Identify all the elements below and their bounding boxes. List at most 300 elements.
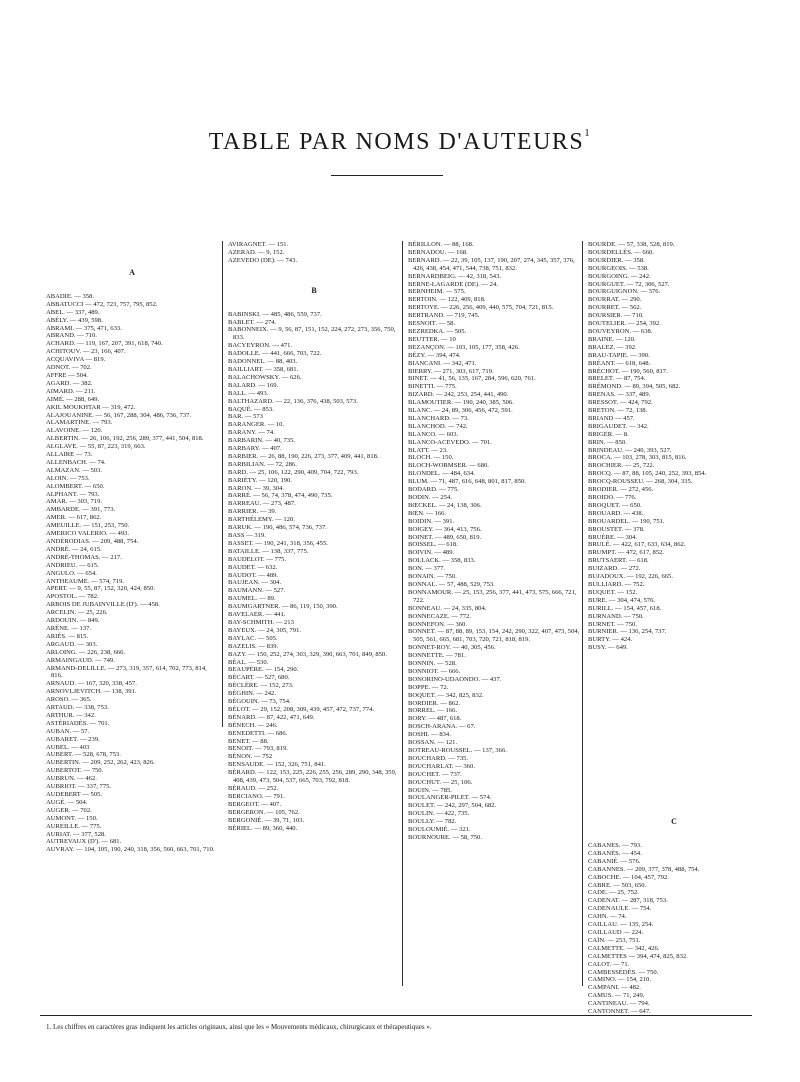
index-entry: AMBARDE. — 391, 773.: [46, 506, 116, 514]
index-entry: AKIL MOUKHTAR — 319, 472.: [46, 403, 136, 411]
index-entry: ARDOUIN. — 849.: [46, 617, 100, 625]
index-entry: BONAIN. — 750.: [408, 573, 457, 581]
index-entry: BUJADOUX. — 192, 226, 665.: [588, 573, 673, 581]
index-entry: BERGEOT. — 407.: [228, 800, 281, 808]
index-entry: CAILLAU. — 135, 254.: [588, 921, 654, 929]
column-divider: [582, 241, 583, 986]
index-entry: BOURRAT. — 290.: [588, 296, 642, 304]
index-entry: AUBRIOT. — 337, 775.: [46, 783, 112, 791]
index-entry: BÉAL. — 530.: [228, 658, 269, 666]
index-entry: CAMINO. — 154, 210.: [588, 976, 652, 984]
index-entry: ABRAMI. — 375, 471, 633.: [46, 324, 122, 332]
index-entry: ALLAIRE — 73.: [46, 451, 93, 459]
index-entry: CABRE. — 503, 650.: [588, 881, 647, 889]
index-entry: BÉGHIN. — 242.: [228, 690, 276, 698]
index-entry: BLANCO-ACEVEDO. — 701.: [408, 438, 492, 446]
index-entry: BARBARY. — 407.: [228, 445, 282, 453]
index-entry: ARÈNE. — 137.: [46, 624, 92, 632]
column-divider: [222, 241, 223, 727]
index-entry: BURTY. — 424.: [588, 636, 633, 644]
index-entry: BERNADOU. — 168.: [408, 248, 468, 256]
index-entry: BOULIN. — 422, 735.: [408, 810, 470, 818]
index-entry: CALMETTE. — 342, 426.: [588, 944, 660, 952]
index-entry: ARIÈS. — 815.: [46, 632, 89, 640]
index-entry: BRINDEAU. — 240, 393, 527.: [588, 446, 672, 454]
index-entry: BRAINE. — 120.: [588, 335, 636, 343]
index-entry: BABONNEIX. — 9, 56, 87, 151, 152, 224, 272, 273, 356, 750, 833.: [228, 326, 396, 342]
index-entry: BULLIARD. — 752.: [588, 580, 645, 588]
index-entry: BOINET. — 489, 650, 819.: [408, 533, 482, 541]
index-entry: BLANCHARD. — 73.: [408, 414, 469, 422]
index-entry: BRÉCHOT. — 190, 560, 817.: [588, 367, 668, 375]
index-entry: ACHARD. — 119, 167, 207, 391, 618, 740.: [46, 340, 163, 348]
index-entry: BÉNECH. — 246.: [228, 721, 278, 729]
index-entry: ANGULO. — 654.: [46, 569, 97, 577]
index-entry: ALAJOUANINE. — 56, 167, 288, 304, 486, 736, 737.: [46, 411, 192, 419]
index-entry: AUBERTIN. — 209, 252, 262, 423, 826.: [46, 759, 155, 767]
index-entry: BIANCANI. — 342, 471.: [408, 359, 477, 367]
index-entry: ALLENBACH. — 74.: [46, 458, 106, 466]
index-entry: BLONDEL. — 484, 634.: [408, 470, 476, 478]
spacer: [46, 277, 218, 293]
index-entry: AUBERT. — 528, 678, 753.: [46, 751, 121, 759]
index-entry: BRELET. — 87, 754.: [588, 375, 646, 383]
index-entry: BÉLOT. — 29, 152, 208, 309, 439, 457, 472, 737, 774.: [228, 705, 375, 713]
index-entry: BOUIN. — 785.: [408, 786, 452, 794]
index-entry: BROUARD. — 438.: [588, 509, 644, 517]
index-entry: AMAR. — 303, 719.: [46, 498, 103, 506]
index-entry: ARMAINGAUD. — 749.: [46, 656, 115, 664]
index-entry: BOISSEL. — 618.: [408, 541, 458, 549]
index-entry: BOULLY. — 782.: [408, 818, 457, 826]
index-entry: BÉRILLON. — 88, 168.: [408, 241, 474, 248]
index-entry: BAUDET. — 632.: [228, 563, 278, 571]
index-entry: AUMONT. — 150.: [46, 814, 98, 822]
index-entry: AGARD. — 382.: [46, 379, 93, 387]
index-entry: BONNECAZE. — 772.: [408, 612, 472, 620]
index-entry: BOSSAN. — 121.: [408, 739, 458, 747]
index-entry: AUBERTOT. — 750.: [46, 767, 104, 775]
index-entry: CABANES. — 793.: [588, 842, 642, 850]
page-title: [0, 129, 800, 156]
index-entry: BAUMEL. — 89.: [228, 595, 276, 603]
index-entry: BARIÉTY. — 120, 190.: [228, 476, 292, 484]
index-entry: AUREILLE. — 775.: [46, 822, 102, 830]
index-entry: ARTAUD. — 338, 753.: [46, 704, 109, 712]
index-entry: BARTHÉLEMY. — 120.: [228, 516, 295, 524]
index-entry: BŒN. — 166.: [408, 509, 447, 517]
index-entry: CADENAT. — 287, 318, 753.: [588, 897, 668, 905]
index-entry: BOURGUET. — 72, 306, 527.: [588, 280, 670, 288]
index-entry: CAÏN. — 253, 751.: [588, 936, 641, 944]
index-entry: BRIAND — 457.: [588, 414, 635, 422]
index-entry: BÉNON. — 752: [228, 753, 273, 761]
index-entry: BAR. — 573: [228, 413, 263, 421]
index-entry: BON. — 377.: [408, 565, 445, 573]
index-entry: BRIN. — 850.: [588, 438, 627, 446]
index-entry: CAILLAUD — 224.: [588, 929, 644, 936]
index-entry: BOURDELLÈS. — 660.: [588, 248, 654, 256]
index-entry: BOLLACK. — 358, 833.: [408, 557, 476, 565]
index-entry: BARREAU. — 273, 487.: [228, 500, 296, 508]
index-entry: BARD. — 25, 106, 122, 290, 409, 704, 722, 793.: [228, 468, 359, 476]
index-entry: BONNET-ROY. — 40, 305, 456.: [408, 644, 496, 652]
index-entry: AZEVEDO (DE). — 743.: [228, 256, 298, 264]
index-entry: BARRIER. — 39.: [228, 508, 277, 516]
index-entry: BURNAND. — 750.: [588, 612, 644, 620]
index-entry: CABOCHE. — 104, 457, 792.: [588, 873, 669, 881]
index-entry: ARCELIN. — 25, 226.: [46, 609, 108, 617]
index-entry: AZERAD. — 9, 152.: [228, 248, 285, 256]
section-letter: C: [671, 817, 677, 827]
index-entry: ABÉLY. — 439, 598.: [46, 316, 103, 324]
index-entry: BAZY. — 150, 252, 274, 303, 329, 390, 663, 701, 849, 850.: [228, 650, 387, 658]
index-entry: AUGER. — 702.: [46, 806, 92, 814]
index-entry: BARANY. — 74.: [228, 429, 275, 437]
index-entry: BÉCLÈRE. — 152, 273.: [228, 682, 294, 690]
index-entry: BLOCH. — 150.: [408, 454, 454, 462]
index-entry: ABRAND. — 710.: [46, 332, 97, 340]
spacer: [588, 652, 760, 818]
index-entry: AMERICO VALERIO. — 493.: [46, 530, 130, 538]
index-entry: BORDIER. — 862.: [408, 699, 461, 707]
index-entry: ALOIN. — 753.: [46, 474, 90, 482]
index-entry: BAUDELOT. — 775.: [228, 555, 287, 563]
index-entry: BOULET. — 242, 297, 504, 682.: [408, 802, 497, 810]
index-entry: BAYLAC. — 505.: [228, 634, 278, 642]
index-entry: ALPHANT. — 793.: [46, 490, 100, 498]
index-entry: BUSY. — 649.: [588, 644, 628, 652]
index-entry: BONNEAU. — 24, 335, 804.: [408, 604, 487, 612]
index-entry: BARUK. — 190, 486, 574, 736, 737.: [228, 524, 327, 532]
index-entry: BORY. — 487, 618.: [408, 715, 462, 723]
index-entry: BERGONIÉ. — 39, 71, 103.: [228, 816, 305, 824]
index-entry: BEAUPÈRE. — 154, 290.: [228, 666, 299, 674]
index-entry: BRESSOT. — 424, 792.: [588, 399, 653, 407]
index-entry: BRUÈRE. — 304.: [588, 533, 638, 541]
index-entry: BROCA. — 103, 278, 303, 815, 816.: [588, 454, 687, 462]
index-entry: BRÉMOND. — 89, 394, 505, 682.: [588, 383, 681, 391]
index-entry: ARNAUD. — 167, 320, 338, 457.: [46, 680, 137, 688]
index-entry: BRUMPT. — 472, 617, 852.: [588, 549, 665, 557]
index-entry: BRODIER. — 272, 456.: [588, 486, 654, 494]
index-entry: BATAILLE. — 138, 337, 775.: [228, 547, 309, 555]
index-entry: BADOLLE. — 441, 666, 703, 722.: [228, 350, 322, 358]
index-entry: BOQUET. — 342, 825, 832.: [408, 691, 484, 699]
index-entry: AMEUILLE. — 151, 253, 750.: [46, 522, 130, 530]
index-entry: BAY-SCHMITH. — 213: [228, 618, 294, 626]
index-entry: BALACHOWSKY. — 626.: [228, 373, 302, 381]
index-entry: BABLET. — 274.: [228, 318, 277, 326]
index-entry: BONNIOT. — 666.: [408, 667, 461, 675]
index-entry: BLATT. — 23.: [408, 446, 448, 454]
index-entry: BARBARIN. — 40, 735.: [228, 437, 296, 445]
footnote-rule: [40, 1015, 752, 1016]
index-entry: AUTREVAUX (D'). — 681.: [46, 838, 122, 846]
index-entry: AUDEBERT — 505.: [46, 791, 103, 798]
index-entry: BABINSKI. — 485, 486, 559, 737.: [228, 310, 322, 318]
index-entry: BARANGER. — 10.: [228, 421, 285, 429]
index-entry: ALBERTIN. — 26, 106, 192, 256, 289, 377, 441, 504, 818.: [46, 435, 204, 443]
index-entry: BIERRY. — 271, 303, 617, 719.: [408, 367, 494, 375]
index-column-2: [228, 241, 400, 832]
index-entry: BRUTSAERT. — 618.: [588, 557, 649, 565]
index-entry: BAQUÉ. — 853.: [228, 405, 274, 413]
index-entry: BOUTELIER. — 254, 392.: [588, 320, 661, 328]
index-entry: AURIAT. — 377, 528.: [46, 830, 106, 838]
index-entry: BONNETTE. — 781.: [408, 652, 466, 660]
index-entry: BERTOYE. — 226, 256, 409, 440, 575, 704, 721, 815.: [408, 304, 554, 312]
index-entry: BROIDO. — 776.: [588, 494, 637, 501]
index-entry: BODARD. — 775.: [408, 486, 459, 494]
index-entry: BERTRAND. — 719, 745.: [408, 312, 480, 320]
index-entry: CAMPANI. — 482.: [588, 984, 641, 992]
index-entry: CADENAULE. — 754.: [588, 905, 652, 913]
index-entry: BROCQ-ROUSSEU. — 268, 304, 335.: [588, 478, 693, 486]
index-entry: ADNOT. — 702.: [46, 364, 92, 372]
index-entry: BEZANÇON. — 103, 105, 177, 358, 426.: [408, 343, 520, 351]
index-entry: BOUCHARLAT. — 360.: [408, 762, 475, 770]
index-entry: BAUMGARTNER. — 86, 119, 150, 390.: [228, 603, 338, 611]
index-entry: BURNET. — 750.: [588, 620, 637, 628]
index-entry: BLANCO. — 603.: [408, 430, 459, 438]
index-entry: CADE. — 25, 752.: [588, 889, 639, 897]
index-entry: CANTINEAU. — 794.: [588, 1000, 650, 1008]
index-entry: BERNHEIM. — 575.: [408, 288, 466, 296]
index-entry: BERNARDBEIG. — 42, 318, 543.: [408, 272, 502, 280]
index-entry: BERTOIN. — 122, 409, 818.: [408, 296, 486, 304]
index-entry: BAUDOT. — 489.: [228, 571, 279, 579]
index-entry: BRULÉ. — 422, 617, 633, 634, 862.: [588, 541, 686, 549]
page-title-text: TABLE PAR NOMS D'AUTEURS: [208, 129, 585, 156]
index-entry: ACHITOUV. — 23, 166, 407.: [46, 348, 126, 356]
index-entry: BERCIANO. — 791.: [228, 792, 285, 800]
index-entry: BLANC. — 24, 89, 306, 456, 472, 591.: [408, 407, 513, 415]
index-entry: BARON. — 39, 304.: [228, 484, 285, 492]
index-entry: BURE. — 304, 474, 576.: [588, 596, 656, 604]
index-entry: AUBEL. — 403: [46, 743, 90, 751]
index-entry: BOULOUMIÉ. — 321.: [408, 826, 471, 834]
index-entry: BINET. — 41, 56, 135, 167, 284, 596, 620, 761.: [408, 375, 536, 383]
index-entry: BAVELAER. — 441.: [228, 611, 286, 619]
index-entry: ASTÉRIADÈS. — 701.: [46, 719, 110, 727]
index-entry: AMER. — 617, 862.: [46, 514, 102, 522]
index-entry: BROQUET. — 650.: [588, 501, 642, 509]
index-entry: BOSHI. — 834.: [408, 731, 451, 739]
index-entry: BARBILIAN. — 72, 286.: [228, 460, 297, 468]
index-entry: BARRÉ. — 56, 74, 378, 474, 490, 735.: [228, 492, 333, 500]
index-entry: BALARD. — 169.: [228, 381, 279, 389]
index-entry: BONNET. — 87, 88, 89, 153, 154, 242, 290, 322, 407, 473, 504, 505, 561, 665, 681, 703, 720, 721, 818, 819.: [408, 628, 580, 644]
index-entry: ANDRIEU. — 615.: [46, 561, 99, 569]
index-entry: BASSET. — 190, 241, 318, 356, 455.: [228, 539, 328, 547]
index-entry: BRENAS. — 337, 489.: [588, 391, 651, 399]
index-entry: ABEL. — 337, 489.: [46, 308, 100, 316]
index-entry: BERGERON. — 105, 762.: [228, 808, 300, 816]
index-entry: CABANÈS. — 454.: [588, 849, 642, 857]
index-entry: BOURDE. — 57, 338, 528, 819.: [588, 241, 675, 248]
index-entry: ARBOIS DE JUBAINVILLE (D'). — 458.: [46, 601, 160, 609]
index-entry: BONNAMOUR. — 25, 153, 256, 377, 441, 473, 575, 666, 721, 722.: [408, 588, 577, 604]
index-entry: BRAU-TAPIE. — 390.: [588, 351, 650, 359]
index-entry: ALMAZAN. — 503.: [46, 466, 103, 474]
index-entry: BOURNOURE. — 58, 750.: [408, 833, 482, 841]
index-entry: BÉZY. — 394, 474.: [408, 351, 461, 359]
index-entry: BAZELIS. — 839.: [228, 642, 279, 650]
index-entry: BOSCH-ARANA. — 67.: [408, 723, 476, 731]
title-footnote-marker: 1: [584, 127, 592, 140]
index-entry: CALMETTES — 394, 474, 825, 832.: [588, 952, 688, 960]
index-entry: BÉGOUIN. — 73, 754.: [228, 698, 291, 706]
index-entry: ALAMARTINE. — 793.: [46, 419, 113, 427]
index-entry: BRETON. — 72, 138.: [588, 407, 648, 415]
index-entry: BLUM. — 71, 487, 616, 648, 801, 817, 850.: [408, 478, 526, 486]
index-entry: BLOCH-WORMSER. — 680.: [408, 462, 489, 470]
index-entry: BÉRAUD. — 252.: [228, 785, 279, 792]
index-entry: BEUTTER. — 10: [408, 335, 456, 343]
index-entry: BLAMOUTIER. — 190, 240, 385, 506.: [408, 399, 514, 407]
section-letter: A: [129, 268, 135, 277]
index-entry: BAILLIART. — 358, 681.: [228, 365, 299, 373]
index-entry: BERNARD. — 22, 39, 105, 137, 190, 207, 274, 345, 357, 376, 426, 438, 454, 471, 544, 738, 751, 832.: [408, 256, 575, 272]
index-entry: BORREL. — 166.: [408, 707, 458, 715]
spacer: [588, 826, 760, 842]
index-entry: BOURDIER. — 358.: [588, 256, 645, 264]
index-entry: CABANNES. — 209, 377, 378, 488, 754.: [588, 865, 700, 873]
index-column-4: [588, 241, 760, 1016]
spacer: [228, 295, 400, 311]
index-entry: ARNOVLJEVITCH. — 138, 391.: [46, 688, 137, 696]
index-entry: BOURGOING. — 242.: [588, 272, 651, 280]
column-divider: [402, 241, 403, 986]
index-entry: AFFRE — 504.: [46, 371, 88, 379]
index-entry: ANDÉRODIAS. — 209, 488, 754.: [46, 538, 139, 545]
index-column-1: [46, 241, 218, 854]
index-entry: BONNAL. — 57, 488, 529, 753.: [408, 580, 495, 588]
index-entry: BRIGAUDET. — 342.: [588, 422, 649, 430]
index-column-3: [408, 241, 580, 842]
index-entry: ARGAUD. — 303.: [46, 640, 98, 648]
index-entry: BOPPE. — 72.: [408, 683, 449, 691]
index-entry: BENET. — 88.: [228, 737, 269, 745]
index-entry: BUQUET. — 152.: [588, 588, 638, 596]
index-entry: BOTREAU-ROUSSEL. — 137, 366.: [408, 747, 507, 754]
index-entry: BOURSIER. — 710.: [588, 312, 644, 320]
index-entry: BÉRARD. — 122, 153, 225, 226, 255, 256, 289, 290, 348, 359, 408, 439, 473, 504, 537, 665, 703, 792, 818.: [228, 769, 397, 785]
index-entry: AIMÉ. — 288, 649.: [46, 395, 100, 403]
index-entry: ANTHEAUME. — 574, 719.: [46, 577, 125, 585]
index-entry: CABANIÉ. — 576.: [588, 857, 641, 865]
index-entry: ABBATUCCI — 472, 723, 757, 795, 852.: [46, 300, 158, 308]
index-entry: BADONNEL. — 88, 403.: [228, 358, 298, 366]
index-entry: CALOT. — 71.: [588, 960, 630, 968]
index-entry: BODIN. — 254.: [408, 494, 452, 501]
index-entry: ALOMBERT. — 650.: [46, 482, 105, 490]
index-entry: BROCHIER. — 25, 722.: [588, 462, 655, 470]
index-entry: BENOIT. — 793, 819.: [228, 745, 288, 753]
index-entry: BALTHAZARD. — 22, 136, 376, 438, 503, 573.: [228, 397, 358, 405]
section-letter: B: [311, 285, 317, 295]
index-entry: BÉRIEL. — 89, 360, 440.: [228, 824, 298, 832]
index-entry: AROSO. — 365.: [46, 696, 92, 704]
index-entry: ANDRÉ-THOMAS. — 217.: [46, 553, 122, 561]
index-entry: BARBIER. — 26, 88, 190, 226, 273, 377, 409, 441, 818.: [228, 452, 379, 460]
index-entry: BROUSTET. — 378.: [588, 525, 645, 533]
spacer: [228, 265, 400, 287]
index-entry: CAMBESSÉDÈS. — 750.: [588, 968, 659, 976]
index-entry: BOURRET. — 562.: [588, 304, 642, 312]
index-entry: BONORINO-UDAONDO. — 437.: [408, 675, 502, 683]
index-entry: BÉCART. — 527, 680.: [228, 674, 290, 682]
index-entry: BIZARD. — 242, 253, 254, 441, 490.: [408, 391, 509, 399]
index-entry: BLANCHOD. — 742.: [408, 422, 468, 430]
index-entry: BENEDETTI. — 686.: [228, 729, 288, 737]
title-rule: [331, 175, 443, 176]
index-entry: BOURGUIGNON. — 376.: [588, 288, 661, 296]
index-entry: BUIZARD. — 272.: [588, 565, 641, 573]
index-entry: BACYEYRON. — 471.: [228, 342, 293, 350]
index-entry: BURILL. — 154, 457, 618.: [588, 604, 662, 612]
index-entry: BÉNARD. — 87, 422, 471, 649.: [228, 713, 315, 721]
index-entry: AUBAN. — 57.: [46, 727, 90, 735]
index-entry: BROCQ. — 87, 88, 105, 240, 252, 393, 854.: [588, 470, 707, 478]
index-entry: BONNIN. — 528.: [408, 660, 457, 668]
index-entry: BROUARDEL. — 190, 751.: [588, 517, 665, 525]
index-entry: BESNOIT. — 58.: [408, 320, 456, 328]
index-entry: BURNIER. — 136, 254, 737.: [588, 628, 667, 636]
index-entry: BAYEUX. — 24, 305, 791.: [228, 626, 302, 634]
index-entry: ARMAND-DELILLE. — 273, 319, 357, 614, 702, 773, 814, 816.: [46, 664, 207, 680]
index-entry: BOIGEY. — 364, 413, 756.: [408, 525, 482, 533]
index-entry: AVIRAGNET. — 151.: [228, 241, 289, 248]
index-entry: ARLOING. — 226, 238, 666.: [46, 648, 126, 656]
index-entry: ARTHUR. — 342.: [46, 711, 96, 719]
index-entry: APOSTOL. — 782.: [46, 593, 99, 601]
index-entry: AUBARET. — 239.: [46, 735, 100, 743]
index-entry: BEZREDKA. — 505.: [408, 327, 467, 335]
index-entry: BAUMANN. — 527.: [228, 587, 286, 595]
index-entry: BRALEZ. — 392.: [588, 343, 637, 351]
index-entry: BINETTI. — 775.: [408, 383, 457, 391]
index-entry: BOURGEOIS. — 538.: [588, 264, 649, 272]
index-entry: BRIGER. — 8.: [588, 430, 629, 438]
index-entry: BOIVIN. — 489.: [408, 549, 455, 557]
index-entry: AUGÉ. — 504.: [46, 798, 88, 806]
index-entry: BOUVEYRON. — 638.: [588, 327, 653, 335]
index-entry: ABADIE. — 358.: [46, 292, 94, 300]
index-entry: BONNEFON. — 360.: [408, 620, 467, 628]
spacer: [46, 241, 218, 269]
index-entry: ACQUAVIVA — 819.: [46, 356, 106, 364]
index-entry: AUBRUN. — 462.: [46, 775, 97, 783]
index-entry: BENSAUDE. — 152, 326, 751, 841.: [228, 761, 326, 769]
index-entry: AUVRAY. — 104, 105, 190, 240, 318, 356, 560, 663, 701, 710.: [46, 846, 215, 854]
index-entry: CANTONNET. — 647.: [588, 1008, 651, 1016]
index-entry: ALGLAVE. — 55, 87, 223, 319, 663.: [46, 443, 146, 451]
index-entry: BOUCHUT. — 25, 106.: [408, 778, 473, 786]
index-entry: BAUJEAN. — 304.: [228, 579, 282, 587]
index-entry: BOUCHET. — 737.: [408, 770, 462, 778]
index-entry: BOULANGER-PILET. — 574.: [408, 794, 492, 802]
index-entry: AIMARD. — 211.: [46, 387, 96, 395]
index-entry: BERNE-LAGARDE (DE). — 24.: [408, 280, 498, 288]
index-entry: APERT. — 9, 55, 87, 152, 320, 424, 850.: [46, 585, 156, 593]
index-entry: BASS — 319.: [228, 532, 266, 539]
index-entry: ANDRÉ. — 24, 615.: [46, 545, 102, 553]
index-entry: BALL. — 493.: [228, 389, 269, 397]
index-entry: ALAVOINE. — 120.: [46, 427, 103, 435]
index-entry: BŒCKEL. — 24, 138, 306.: [408, 501, 482, 509]
